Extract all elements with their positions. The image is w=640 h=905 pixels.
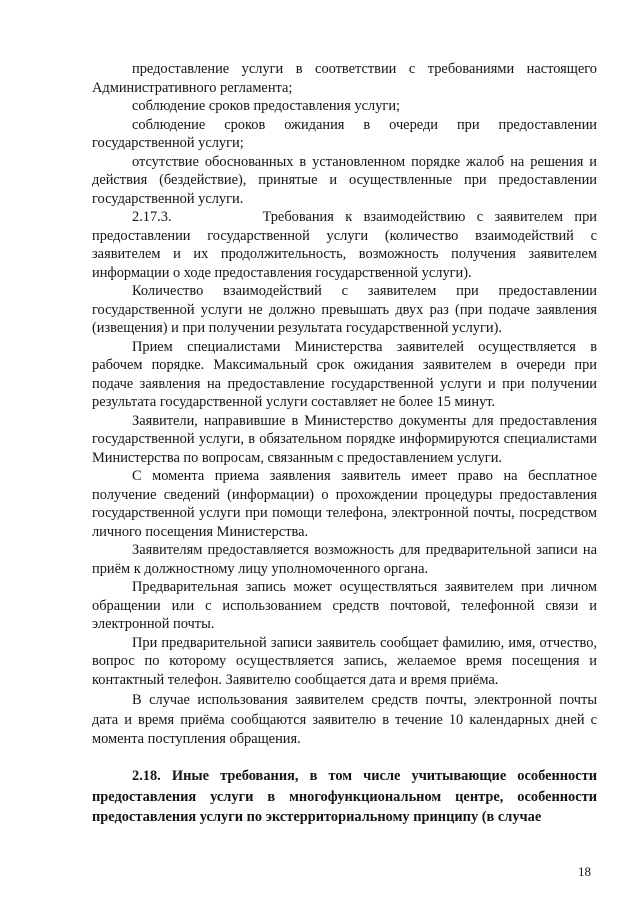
paragraph-9: С момента приема заявления заявитель имеет право на бесплатное получение сведений (информации) о прохождении процедуры предоставления государственной услуги при помощи телефона, электронной почты, посредством личного посещения Министерства. bbox=[92, 468, 597, 540]
paragraph-8: Заявители, направившие в Министерство документы для предоставления государственной услуги, в обязательном порядке информируются специалистами Министерства по вопросам, связанным с предоставлением услуги. bbox=[92, 412, 597, 466]
body-text bbox=[92, 60, 597, 750]
paragraph-1: предоставление услуги в соответствии с требованиями настоящего Административного регламента; bbox=[92, 61, 597, 96]
paragraph-5: 2.17.3. Требования к взаимодействию с заявителем при предоставлении государственной услуги (количество взаимодействий с заявителем и их продолжительность, возможность получения заявителем информации о ходе предоставления государственной услуги). bbox=[92, 209, 597, 281]
paragraph-12: При предварительной записи заявитель сообщает фамилию, имя, отчество, вопрос по которому осуществляется запись, желаемое время посещения и контактный телефон. Заявителю сообщается дата и время приёма. bbox=[92, 634, 597, 688]
paragraph-11: Предварительная запись может осуществляться заявителем при личном обращении или с использованием средств почтовой, телефонной связи и электронной почты. bbox=[92, 579, 597, 632]
paragraph-4: отсутствие обоснованных в установленном порядке жалоб на решения и действия (бездействие), принятые и осуществленные при предоставлении государственной услуги. bbox=[92, 153, 597, 207]
paragraph-7: Прием специалистами Министерства заявителей осуществляется в рабочем порядке. Максимальный срок ожидания заявителем в очереди при подаче заявления на предоставление государственной услуги и при получении результата государственной услуги составляет не более 15 минут. bbox=[92, 338, 597, 410]
section-heading: 2.18. Иные требования, в том числе учитывающие особенности предоставления услуги в многофункциональном центре, особенности предоставления услуги по экстерриториальному принципу (в случае bbox=[92, 768, 597, 825]
page-number: 18 bbox=[578, 864, 591, 879]
paragraph-2: соблюдение сроков предоставления услуги; bbox=[132, 98, 401, 114]
paragraph-10: Заявителям предоставляется возможность для предварительной записи на приём к должностному лицу уполномоченного органа. bbox=[92, 542, 597, 577]
paragraph-6: Количество взаимодействий с заявителем при предоставлении государственной услуги не должно превышать двух раз (при подаче заявления (извещения) и при получении результата государственной услуги). bbox=[92, 283, 597, 336]
paragraph-13: В случае использования заявителем средств почты, электронной почты дата и время приёма сообщаются заявителю в течение 10 календарных дней с момента поступления обращения. bbox=[92, 692, 597, 748]
paragraph-3: соблюдение сроков ожидания в очереди при предоставлении государственной услуги; bbox=[92, 116, 597, 151]
